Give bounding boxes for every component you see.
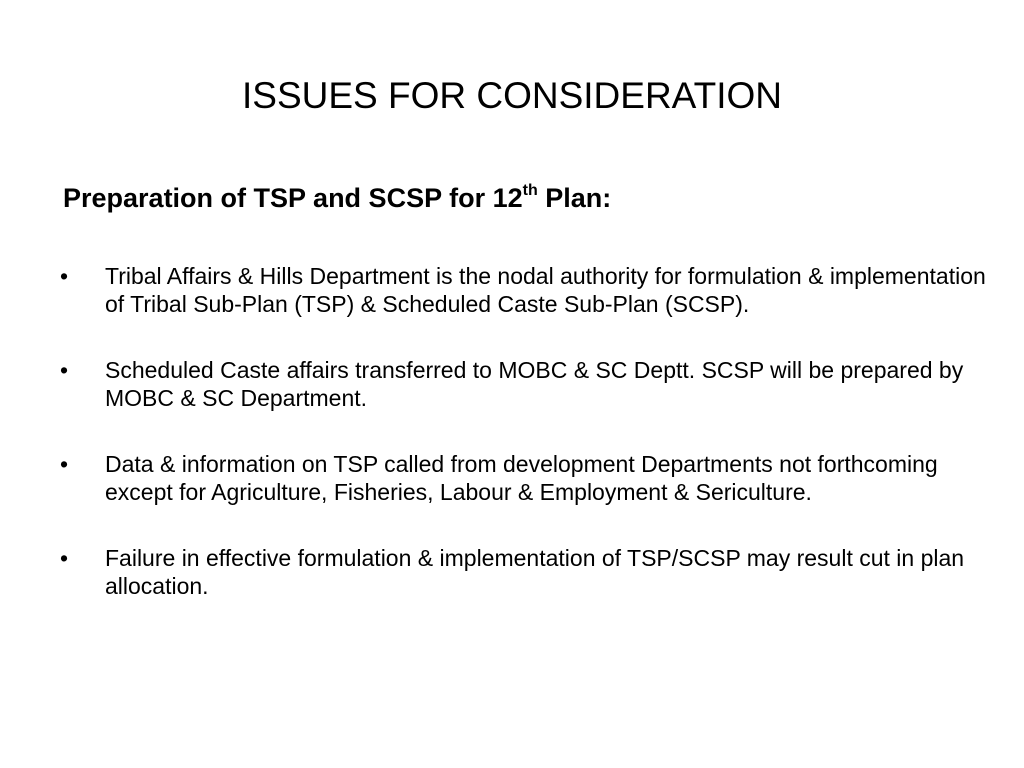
subheading-superscript: th xyxy=(522,182,538,199)
subheading-prefix: Preparation of TSP and SCSP for 12 xyxy=(63,183,523,213)
bullet-icon: • xyxy=(60,545,69,571)
bullet-icon: • xyxy=(60,451,69,477)
bullet-icon: • xyxy=(60,357,69,383)
subheading-suffix: Plan: xyxy=(537,183,612,213)
slide-title: ISSUES FOR CONSIDERATION xyxy=(242,75,782,116)
bullet-text: Scheduled Caste affairs transferred to MOBC & SC Deptt. SCSP will be prepared by MOBC & SC Department. xyxy=(105,357,964,411)
bullet-text: Data & information on TSP called from development Departments not forthcoming except for Agriculture, Fisheries, Labour & Employment & Sericulture. xyxy=(105,451,938,505)
bullet-text: Failure in effective formulation & implementation of TSP/SCSP may result cut in plan allocation. xyxy=(105,545,965,599)
bullet-item xyxy=(60,356,1000,412)
bullet-item xyxy=(60,450,1000,506)
bullet-icon: • xyxy=(60,263,69,289)
bullet-text: Tribal Affairs & Hills Department is the nodal authority for formulation & implementation of Tribal Sub-Plan (TSP) & Scheduled Caste Sub-Plan (SCSP). xyxy=(105,263,986,317)
bullet-list xyxy=(60,262,1000,638)
bullet-item xyxy=(60,262,1000,318)
subheading xyxy=(63,178,611,218)
bullet-item xyxy=(60,544,1000,600)
